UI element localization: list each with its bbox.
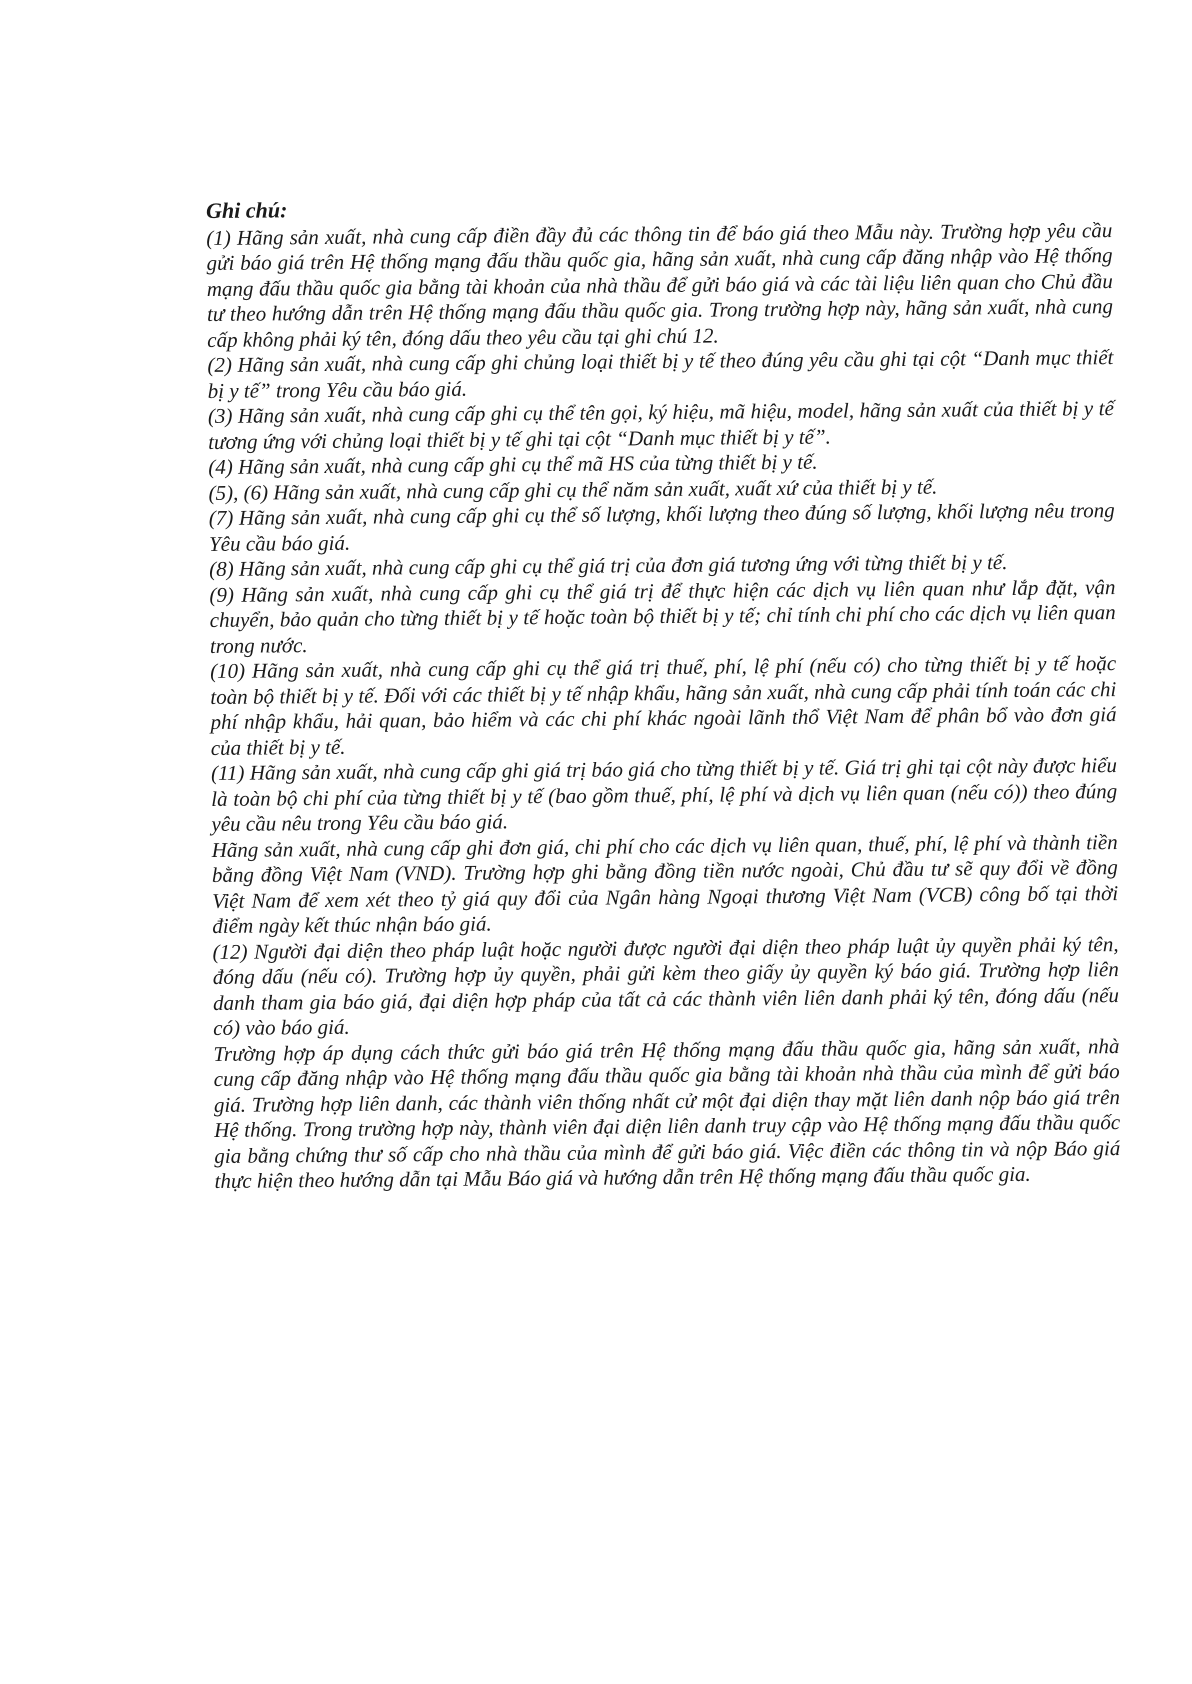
notes-heading: Ghi chú: <box>206 197 288 223</box>
note-5-6: (5), (6) Hãng sản xuất, nhà cung cấp ghi cụ thể năm sản xuất, xuất xứ của thiết bị y tế. <box>208 474 938 505</box>
note-11: (11) Hãng sản xuất, nhà cung cấp ghi giá trị báo giá cho từng thiết bị y tế. Giá trị ghi tại cột này được hiểu là toàn bộ chi phí của từng thiết bị y tế (bao gồm thuế, phí, lệ phí và dịch vụ liên quan (nếu có)) theo đúng yêu cầu nêu trong Yêu cầu báo giá. <box>210 753 1118 836</box>
note-3: (3) Hãng sản xuất, nhà cung cấp ghi cụ thể tên gọi, ký hiệu, mã hiệu, model, hãng sản xuất của thiết bị y tế tương ứng với chủng loại thiết bị y tế ghi tại cột “Danh mục thiết bị y tế”. <box>207 396 1114 454</box>
note-8: (8) Hãng sản xuất, nhà cung cấp ghi cụ thể giá trị của đơn giá tương ứng với từng thiết bị y tế. <box>209 550 1008 581</box>
note-9: (9) Hãng sản xuất, nhà cung cấp ghi cụ thể giá trị để thực hiện các dịch vụ liên quan như lắp đặt, vận chuyển, bảo quản cho từng thiết bị y tế hoặc toàn bộ thiết bị y tế; chỉ tính chi phí cho các dịch vụ liên quan trong nước. <box>209 574 1116 658</box>
note-10: (10) Hãng sản xuất, nhà cung cấp ghi cụ thể giá trị thuế, phí, lệ phí (nếu có) cho từng thiết bị y tế hoặc toàn bộ thiết bị y tế. Đối với các thiết bị y tế nhập khẩu, hãng sản xuất, nhà cung cấp phải tính toán các chi phí nhập khẩu, hải quan, bảo hiểm và các chi phí khác ngoài lãnh thổ Việt Nam để phân bổ vào đơn giá của thiết bị y tế. <box>210 651 1117 760</box>
notes-section <box>206 190 1121 1194</box>
note-7: (7) Hãng sản xuất, nhà cung cấp ghi cụ thể số lượng, khối lượng theo đúng số lượng, khối lượng nêu trong Yêu cầu báo giá. <box>208 498 1115 556</box>
note-12-online-submission: Trường hợp áp dụng cách thức gửi báo giá trên Hệ thống mạng đấu thầu quốc gia, hãng sản xuất, nhà cung cấp đăng nhập vào Hệ thống mạng đấu thầu quốc gia bằng tài khoản nhà thầu của mình để gửi báo giá. Trường hợp liên danh, các thành viên thống nhất cử một đại diện thay mặt liên danh nộp báo giá trên Hệ thống. Trong trường hợp này, thành viên đại diện liên danh truy cập vào Hệ thống mạng đấu thầu quốc gia bằng chứng thư số cấp cho nhà thầu của mình để gửi báo giá. Việc điền các thông tin và nộp Báo giá thực hiện theo hướng dẫn tại Mẫu Báo giá và hướng dẫn trên Hệ thống mạng đấu thầu quốc gia. <box>213 1033 1121 1193</box>
note-11-currency: Hãng sản xuất, nhà cung cấp ghi đơn giá, chi phí cho các dịch vụ liên quan, thuế, phí, lệ phí và thành tiền bằng đồng Việt Nam (VND). Trường hợp ghi bằng đồng tiền nước ngoài, Chủ đầu tư sẽ quy đổi về đồng Việt Nam để xem xét theo tỷ giá quy đổi của Ngân hàng Ngoại thương Việt Nam (VCB) công bố tại thời điểm ngày kết thúc nhận báo giá. <box>211 829 1119 938</box>
note-2: (2) Hãng sản xuất, nhà cung cấp ghi chủng loại thiết bị y tế theo đúng yêu cầu ghi tại cột “Danh mục thiết bị y tế” trong Yêu cầu báo giá. <box>207 345 1114 403</box>
note-4: (4) Hãng sản xuất, nhà cung cấp ghi cụ thể mã HS của từng thiết bị y tế. <box>208 449 818 479</box>
note-12: (12) Người đại diện theo pháp luật hoặc người được người đại diện theo pháp luật ủy quyền phải ký tên, đóng dấu (nếu có). Trường hợp ủy quyền, phải gửi kèm theo giấy ủy quyền ký báo giá. Trường hợp liên danh tham gia báo giá, đại diện hợp pháp của tất cả các thành viên liên danh phải ký tên, đóng dấu (nếu có) vào báo giá. <box>212 931 1120 1040</box>
note-1: (1) Hãng sản xuất, nhà cung cấp điền đầy đủ các thông tin để báo giá theo Mẫu này. Trường hợp yêu cầu gửi báo giá trên Hệ thống mạng đấu thầu quốc gia, hãng sản xuất, nhà cung cấp đăng nhập vào Hệ thống mạng đấu thầu quốc gia bằng tài khoản của nhà thầu để gửi báo giá và các tài liệu liên quan cho Chủ đầu tư theo hướng dẫn trên Hệ thống mạng đấu thầu quốc gia. Trong trường hợp này, hãng sản xuất, nhà cung cấp không phải ký tên, đóng dấu theo yêu cầu tại ghi chú 12. <box>206 217 1114 352</box>
